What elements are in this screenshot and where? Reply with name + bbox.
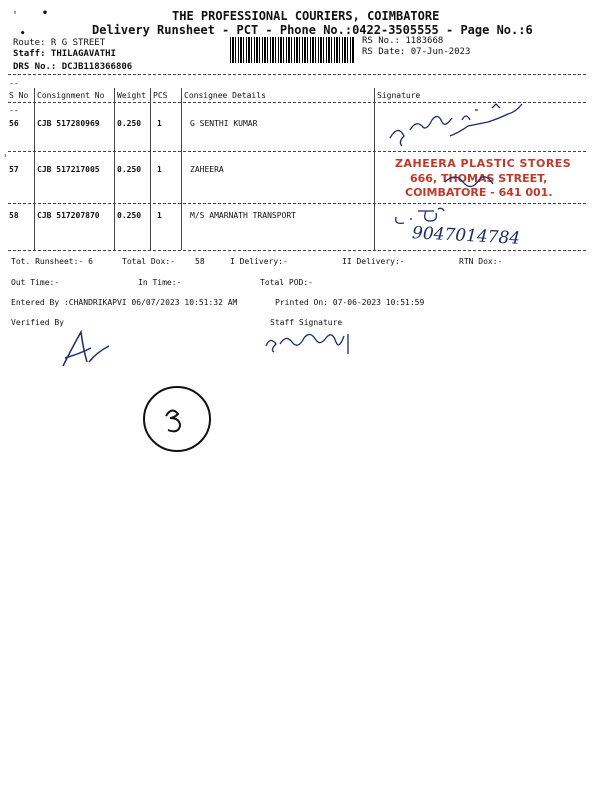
out-time: Out Time:- bbox=[11, 278, 60, 287]
row-consignment: CJB 517217005 bbox=[37, 165, 100, 174]
row-sno: 57 bbox=[9, 165, 19, 174]
column-rule bbox=[374, 88, 375, 250]
row-divider bbox=[8, 203, 586, 204]
verified-by-label: Verified By bbox=[11, 318, 64, 327]
col-weight: Weight bbox=[117, 91, 146, 100]
in-time: In Time:- bbox=[138, 278, 182, 287]
divider bbox=[8, 250, 586, 251]
barcode bbox=[230, 37, 355, 63]
row-consignee: ZAHEERA bbox=[190, 165, 224, 174]
signature-row-57 bbox=[440, 168, 500, 196]
row-consignee: M/S AMARNATH TRANSPORT bbox=[190, 211, 296, 220]
company-name: THE PROFESSIONAL COURIERS, COIMBATORE bbox=[172, 9, 440, 23]
drs-number: DRS No.: DCJB118366806 bbox=[13, 62, 133, 72]
row-pcs: 1 bbox=[157, 119, 162, 128]
row-consignee: G SENTHI KUMAR bbox=[190, 119, 258, 128]
staff-signature-label: Staff Signature bbox=[270, 318, 343, 327]
row-weight: 0.250 bbox=[117, 165, 142, 174]
verifier-signature bbox=[55, 328, 115, 373]
ii-delivery: II Delivery:- bbox=[342, 257, 405, 266]
row-weight: 0.250 bbox=[117, 119, 142, 128]
total-runsheet: Tot. Runsheet:- 6 bbox=[11, 257, 93, 266]
divider bbox=[8, 74, 586, 75]
stamp-line-2: 666, THOMAS STREET, bbox=[410, 172, 548, 185]
total-dox-label: Total Dox:- bbox=[122, 257, 175, 266]
printed-on: Printed On: 07-06-2023 10:51:59 bbox=[275, 298, 425, 307]
column-rule bbox=[34, 88, 35, 250]
handwritten-phone: 9047014784 bbox=[411, 223, 521, 249]
staff-signature bbox=[262, 326, 362, 356]
staff-label: Staff: THILAGAVATHI bbox=[13, 49, 116, 59]
dash-mark: -- bbox=[9, 79, 19, 88]
col-consignee: Consignee Details bbox=[184, 91, 266, 100]
col-sno: S No bbox=[9, 91, 29, 100]
column-rule bbox=[114, 88, 115, 250]
scan-mark: • bbox=[42, 8, 49, 19]
column-rule bbox=[150, 88, 151, 250]
i-delivery: I Delivery:- bbox=[230, 257, 288, 266]
row-pcs: 1 bbox=[157, 165, 162, 174]
row-consignment: CJB 517207870 bbox=[37, 211, 100, 220]
route-label: Route: R G STREET bbox=[13, 38, 106, 48]
row-weight: 0.250 bbox=[117, 211, 142, 220]
row-divider bbox=[8, 151, 586, 152]
col-pcs: PCS bbox=[153, 91, 168, 100]
dash-mark: -- bbox=[9, 106, 19, 115]
entered-by: Entered By :CHANDRIKAPVI 06/07/2023 10:51:32 AM bbox=[11, 298, 238, 307]
col-signature: Signature bbox=[377, 91, 421, 100]
runsheet-title: Delivery Runsheet - PCT - Phone No.:0422-3505555 - Page No.:6 bbox=[92, 23, 533, 37]
row-consignment: CJB 517280969 bbox=[37, 119, 100, 128]
row-sno: 58 bbox=[9, 211, 19, 220]
row-pcs: 1 bbox=[157, 211, 162, 220]
stamp-line-3: COIMBATORE - 641 001. bbox=[405, 186, 553, 199]
scan-mark: ' bbox=[2, 152, 9, 165]
total-dox-value: 58 bbox=[195, 257, 205, 266]
col-consignment: Consignment No bbox=[37, 91, 105, 100]
rs-number: RS No.: 1183668 bbox=[362, 36, 444, 46]
stamp-line-1: ZAHEERA PLASTIC STORES bbox=[395, 157, 572, 170]
circle-mark-icon bbox=[140, 382, 215, 457]
rs-date: RS Date: 07-Jun-2023 bbox=[362, 47, 471, 57]
signature-row-56 bbox=[380, 100, 540, 150]
scan-mark: • bbox=[20, 29, 26, 39]
row-sno: 56 bbox=[9, 119, 19, 128]
column-rule bbox=[181, 88, 182, 250]
rtn-dox: RTN Dox:- bbox=[459, 257, 503, 266]
scan-mark: ' bbox=[12, 10, 19, 21]
total-pod: Total POD:- bbox=[260, 278, 313, 287]
